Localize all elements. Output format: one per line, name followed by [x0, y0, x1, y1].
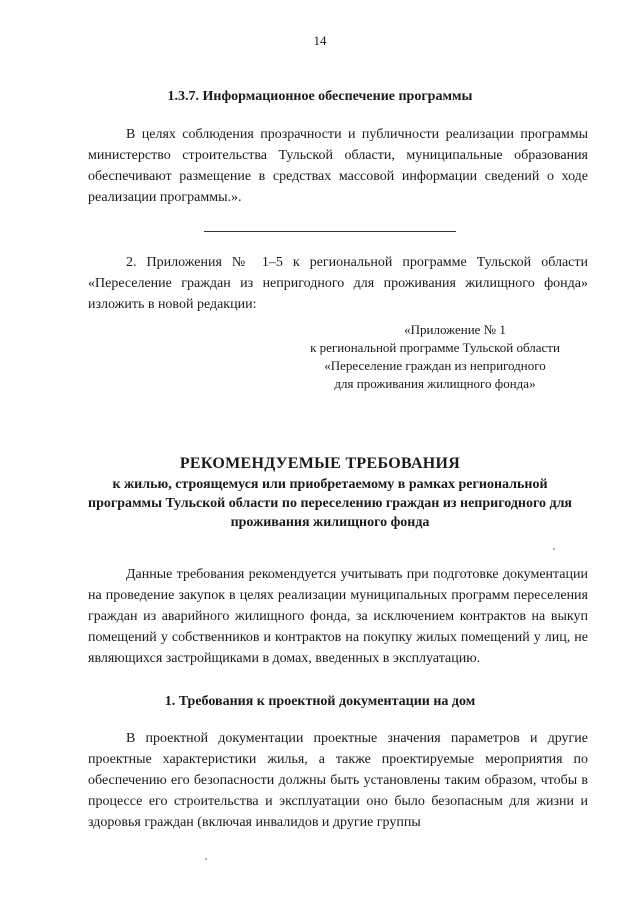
- section-1-3-7-heading: 1.3.7. Информационное обеспечение программы: [167, 89, 473, 104]
- scan-speck: [553, 548, 555, 550]
- appendix-line-4: для проживания жилищного фонда»: [334, 376, 536, 391]
- section-1-heading: 1. Требования к проектной документации на дом: [164, 694, 476, 709]
- appendix-header: [290, 321, 580, 393]
- section-1-paragraph: [88, 728, 588, 833]
- appendix-line-3: «Переселение граждан из непригодного: [324, 358, 546, 373]
- section-1-3-7-text: В целях соблюдения прозрачности и публичности реализации программы министерство строительства Тульской области, муниципальные образования обеспечивают размещение в средствах массовой информации сведений о ходе реализации программы.».: [88, 127, 588, 205]
- requirements-subtitle: к жилью, строящемуся или приобретаемому в рамках региональной программы Тульской области по переселению граждан из непригодного для проживания жилищного фонда: [88, 477, 572, 530]
- appendix-line-2: к региональной программе Тульской области: [310, 340, 560, 355]
- requirements-intro-text: Данные требования рекомендуется учитывать при подготовке документации на проведение закупок в целях реализации муниципальных программ переселения граждан из аварийного жилищного фонда, за исключением контрактов на выкуп помещений у собственников и контрактов на покупку жилых помещений у лиц, не являющихся застройщиками в домах, введенных в эксплуатацию.: [88, 567, 588, 666]
- scan-speck: [205, 858, 207, 860]
- separator-line: [204, 231, 456, 232]
- section-1-text: В проектной документации проектные значения параметров и другие проектные характеристики жилья, а также проектируемые мероприятия по обеспечению его безопасности должны быть установлены таким образом, чтобы в процессе его строительства и эксплуатации оно было безопасным для жизни и здоровья граждан (включая инвалидов и другие группы: [88, 731, 588, 830]
- requirements-title: РЕКОМЕНДУЕМЫЕ ТРЕБОВАНИЯ: [179, 455, 461, 472]
- requirements-intro-paragraph: [88, 564, 588, 669]
- page-number: 14: [313, 33, 327, 48]
- section-1-3-7-paragraph: [88, 124, 588, 208]
- item-2-paragraph: [88, 252, 588, 315]
- item-2-text: 2. Приложения № 1–5 к региональной программе Тульской области «Переселение граждан из непригодного для проживания жилищного фонда» изложить в новой редакции:: [88, 255, 588, 312]
- appendix-line-1: «Приложение № 1: [404, 322, 506, 337]
